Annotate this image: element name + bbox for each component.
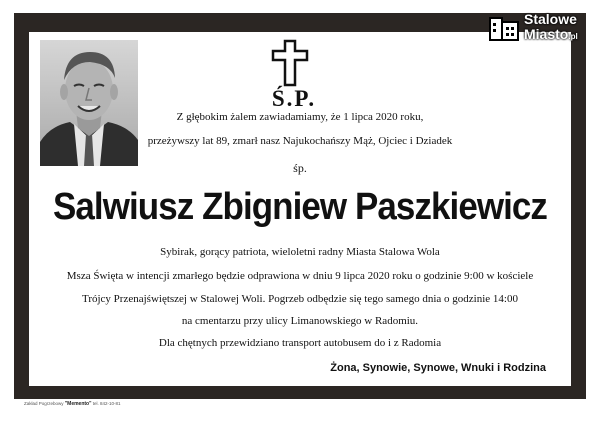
funeral-home-footer [24,401,121,407]
logo-icon [488,14,522,44]
logo-suffix: .pl [568,32,578,41]
footer-company: "Memento" [64,401,92,407]
sp-heading: Ś.P. [271,86,317,111]
logo-line1: Stalowe [524,11,577,27]
detail-line-3: Trójcy Przenajświętszej w Stalowej Woli. Pogrzeb odbędzie się tego samego dnia o godzinie 14:00 [82,293,518,305]
cross-icon [271,39,309,87]
family-signature: Żona, Synowie, Synowe, Wnuki i Rodzina [330,362,546,374]
deceased-prefix: śp. [293,161,307,175]
logo-line2: Miasto [524,26,569,42]
intro-line-1: Z głębokim żalem zawiadamiamy, że 1 lipca 2020 roku, [176,111,424,123]
detail-line-4: na cmentarzu przy ulicy Limanowskiego w Radomiu. [181,315,419,327]
detail-line-2: Msza Święta w intencji zmarłego będzie odprawiona w dniu 9 lipca 2020 roku o godzinie 9:00 w kościele [66,270,534,282]
detail-line-5: Dla chętnych przewidziano transport autobusem do i z Radomia [158,337,442,349]
detail-line-1: Sybirak, gorący patriota, wieloletni radny Miasta Stalowa Wola [160,246,440,258]
intro-line-2: przeżywszy lat 89, zmarł nasz Najukochańszy Mąż, Ojciec i Dziadek [147,135,453,147]
logo-text [524,12,590,44]
portrait-image [40,40,138,166]
footer-phone: tel. 842-10-81 [92,401,121,406]
footer-prefix: Zakład Pogrzebowy [24,401,64,406]
deceased-photo [40,40,138,166]
deceased-name: Salwiusz Zbigniew Paszkiewicz [52,186,548,228]
stalowe-miasto-logo[interactable] [488,12,590,48]
